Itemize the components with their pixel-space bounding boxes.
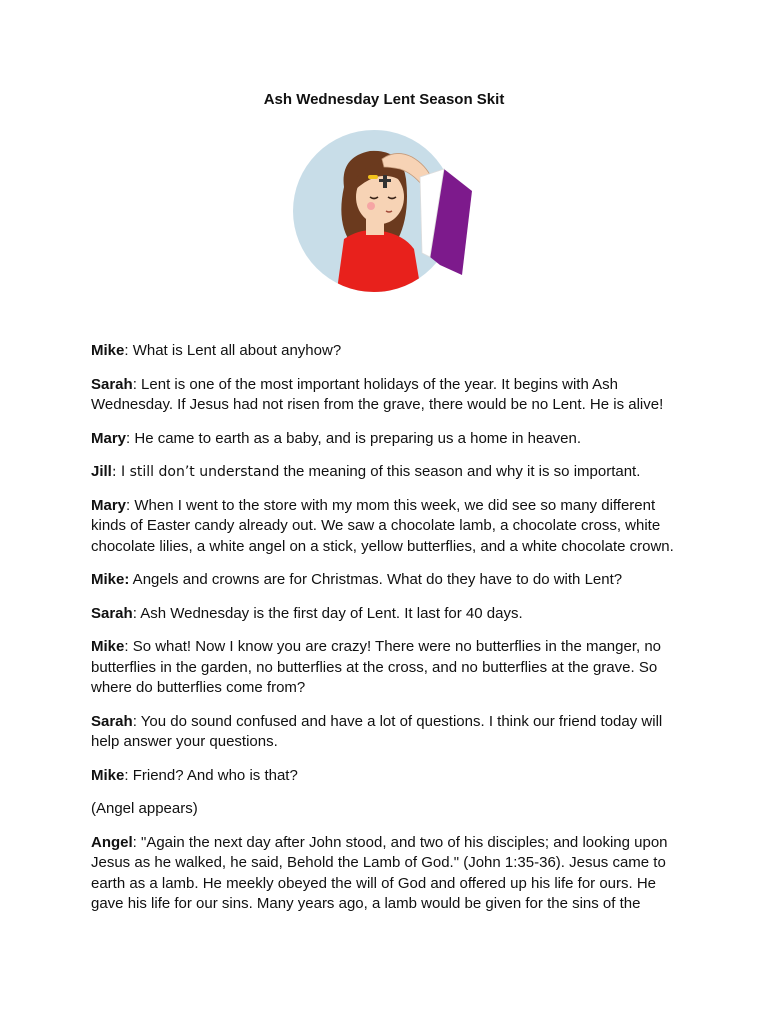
dialogue-line bbox=[91, 462, 691, 483]
dialogue-text: Friend? And who is that? bbox=[128, 766, 298, 784]
dialogue-line bbox=[91, 570, 691, 591]
speaker-name: Angel bbox=[91, 833, 133, 851]
speaker-name: Mike bbox=[91, 766, 125, 784]
speaker-name: Sarah bbox=[91, 604, 133, 622]
dialogue-text: Ash Wednesday is the first day of Lent. It last for 40 days. bbox=[136, 604, 523, 622]
speaker-name: Mary bbox=[91, 496, 127, 514]
dialogue-text: Angels and crowns are for Christmas. What do they have to do with Lent? bbox=[129, 571, 623, 588]
speaker-name: Mike bbox=[91, 638, 125, 655]
dialogue-text: the meaning of this season and why it is so important. bbox=[279, 463, 641, 480]
dialogue-line bbox=[91, 833, 691, 915]
dialogue-line bbox=[91, 637, 691, 699]
speaker-separator: : bbox=[124, 638, 129, 655]
speaker-name: Sarah bbox=[91, 375, 133, 393]
speaker-separator: : bbox=[126, 429, 131, 447]
speaker-separator: : bbox=[132, 833, 137, 851]
dialogue-text: So what! Now I know you are crazy! There were no butterflies in the manger, no butterflies in the garden, no butterflies at the cross, and no butterflies at the grave. So where do butterflies come from? bbox=[91, 638, 662, 696]
speaker-separator: : bbox=[132, 375, 137, 393]
dialogue-line bbox=[91, 766, 691, 787]
document-title: Ash Wednesday Lent Season Skit bbox=[263, 91, 505, 108]
speaker-separator: : bbox=[111, 464, 117, 480]
dialogue-text: "Again the next day after John stood, and two of his disciples; and looking upon Jesus as he walked, he said, Behold the Lamb of God." (John 1:35-36). Jesus came to earth as a lamb. He meekly obeyed the will of God and offered up his life for ours. He gave his life for our sins. Many years ago, a lamb would be given for the sins of the bbox=[91, 833, 668, 912]
speaker-name: Sarah bbox=[91, 712, 133, 730]
speaker-separator: : bbox=[126, 496, 131, 514]
dialogue-text: What is Lent all about anyhow? bbox=[128, 342, 342, 359]
speaker-separator: : bbox=[132, 604, 137, 622]
stage-direction: (Angel appears) bbox=[91, 800, 198, 817]
dialogue-line bbox=[91, 375, 691, 416]
cheek-shape bbox=[367, 202, 375, 210]
ash-wednesday-illustration-icon bbox=[292, 127, 477, 297]
dialogue-line bbox=[91, 429, 691, 450]
dialogue-line bbox=[91, 496, 691, 558]
dialogue-line bbox=[91, 341, 691, 362]
dialogue-text: When I went to the store with my mom this week, we did see so many different kinds of Easter candy already out. We saw a chocolate lamb, a chocolate cross, white chocolate lilies, a white angel on a stick, yellow butterflies, and a white chocolate crown. bbox=[91, 496, 674, 555]
dialogue-text: He came to earth as a baby, and is preparing us a home in heaven. bbox=[130, 429, 582, 447]
dialogue-line bbox=[91, 604, 691, 625]
skit-dialogue bbox=[91, 341, 691, 928]
speaker-separator: : bbox=[132, 712, 137, 730]
hair-clip-shape bbox=[368, 175, 378, 179]
speaker-separator: : bbox=[124, 342, 129, 359]
dialogue-text: You do sound confused and have a lot of questions. I think our friend today will help answer your questions. bbox=[91, 712, 663, 750]
speaker-name: Mike: bbox=[91, 571, 130, 588]
dialogue-text: Lent is one of the most important holidays of the year. It begins with Ash Wednesday. If Jesus had not risen from the grave, there would be no Lent. He is alive! bbox=[91, 375, 664, 413]
speaker-name: Jill bbox=[91, 463, 112, 480]
speaker-name: Mary bbox=[91, 429, 127, 447]
dialogue-text-alt-font: I still don’t understand bbox=[116, 464, 280, 480]
speaker-name: Mike bbox=[91, 342, 125, 359]
dialogue-line bbox=[91, 712, 691, 753]
speaker-separator: : bbox=[124, 766, 129, 784]
